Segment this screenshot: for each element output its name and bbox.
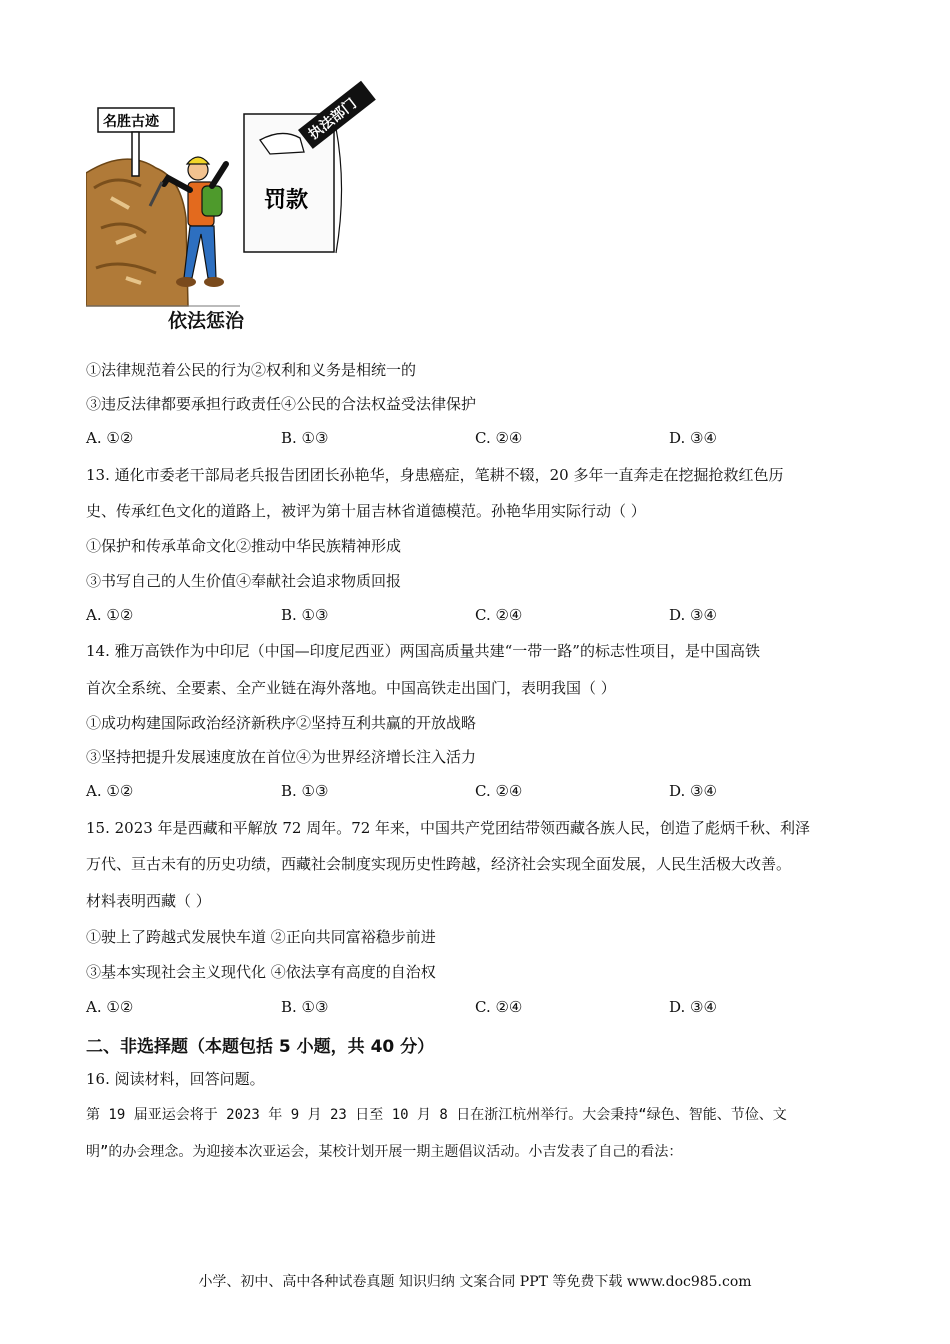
q13-stem-1: 13. 通化市委老干部局老兵报告团团长孙艳华，身患癌症，笔耕不辍，20 多年一直奔走在挖掘抢救红色历 <box>86 466 784 484</box>
q13-option-d[interactable]: D. ③④ <box>669 606 717 624</box>
q14-option-d[interactable]: D. ③④ <box>669 782 717 800</box>
q14-statement-1: ①成功构建国际政治经济新秩序②坚持互利共赢的开放战略 <box>86 714 477 732</box>
q15-option-a[interactable]: A. ①② <box>86 998 134 1016</box>
q12-statement-1: ①法律规范着公民的行为②权利和义务是相统一的 <box>86 361 417 379</box>
q13-stem-2: 史、传承红色文化的道路上，被评为第十届吉林省道德模范。孙艳华用实际行动（ ） <box>86 502 646 520</box>
q16-material-1: 第 19 届亚运会将于 2023 年 9 月 23 日至 10 月 8 日在浙江杭州举行。大会秉持“绿色、智能、节俭、文 <box>86 1107 787 1123</box>
q13-option-a[interactable]: A. ①② <box>86 606 134 624</box>
figure-caption: 依法惩治 <box>168 310 245 332</box>
q15-option-b[interactable]: B. ①③ <box>281 998 329 1016</box>
q15-statement-1: ①驶上了跨越式发展快车道 ②正向共同富裕稳步前进 <box>86 928 436 946</box>
q13-statement-1: ①保护和传承革命文化②推动中华民族精神形成 <box>86 537 402 555</box>
q15-statement-2: ③基本实现社会主义现代化 ④依法享有高度的自治权 <box>86 963 436 981</box>
fine-label: 罚款 <box>264 188 309 213</box>
q12-options <box>86 428 786 448</box>
q13-options <box>86 605 786 625</box>
q15-stem-2: 万代、亘古未有的历史功绩，西藏社会制度实现历史性跨越，经济社会实现全面发展，人民生活极大改善。 <box>86 855 792 873</box>
q15-option-d[interactable]: D. ③④ <box>669 998 717 1016</box>
q14-statement-2: ③坚持把提升发展速度放在首位④为世界经济增长注入活力 <box>86 748 477 766</box>
q13-statement-2: ③书写自己的人生价值④奉献社会追求物质回报 <box>86 572 402 590</box>
q12-option-c[interactable]: C. ②④ <box>475 429 523 447</box>
q16-material-2: 明”的办会理念。为迎接本次亚运会，某校计划开展一期主题倡议活动。小吉发表了自己的看法： <box>86 1144 683 1160</box>
q13-option-c[interactable]: C. ②④ <box>475 606 523 624</box>
q12-statement-2: ③违反法律都要承担行政责任④公民的合法权益受法律保护 <box>86 395 477 413</box>
q15-options <box>86 997 786 1017</box>
law-enforcement-illustration <box>86 78 376 343</box>
q15-option-c[interactable]: C. ②④ <box>475 998 523 1016</box>
page-footer: 小学、初中、高中各种试卷真题 知识归纳 文案合同 PPT 等免费下载 www.doc985.com <box>198 1274 752 1290</box>
q12-option-b[interactable]: B. ①③ <box>281 429 329 447</box>
q14-option-c[interactable]: C. ②④ <box>475 782 523 800</box>
q12-option-a[interactable]: A. ①② <box>86 429 134 447</box>
q14-stem-1: 14. 雅万高铁作为中印尼（中国—印度尼西亚）两国高质量共建“一带一路”的标志性项目，是中国高铁 <box>86 642 760 660</box>
q14-option-a[interactable]: A. ①② <box>86 782 134 800</box>
section-heading: 二、非选择题（本题包括 5 小题，共 40 分） <box>86 1037 435 1057</box>
cartoon-image <box>86 78 376 343</box>
dept-label: 执法部门 <box>305 95 360 143</box>
q14-options <box>86 781 786 801</box>
q13-option-b[interactable]: B. ①③ <box>281 606 329 624</box>
q14-stem-2: 首次全系统、全要素、全产业链在海外落地。中国高铁走出国门，表明我国（ ） <box>86 679 616 697</box>
q14-option-b[interactable]: B. ①③ <box>281 782 329 800</box>
q16-title: 16. 阅读材料，回答问题。 <box>86 1070 265 1088</box>
q15-stem-3: 材料表明西藏（ ） <box>86 892 211 910</box>
q12-option-d[interactable]: D. ③④ <box>669 429 717 447</box>
q15-stem-1: 15. 2023 年是西藏和平解放 72 周年。72 年来，中国共产党团结带领西藏各族人民，创造了彪炳千秋、利泽 <box>86 819 811 837</box>
sign-label: 名胜古迹 <box>103 114 159 130</box>
